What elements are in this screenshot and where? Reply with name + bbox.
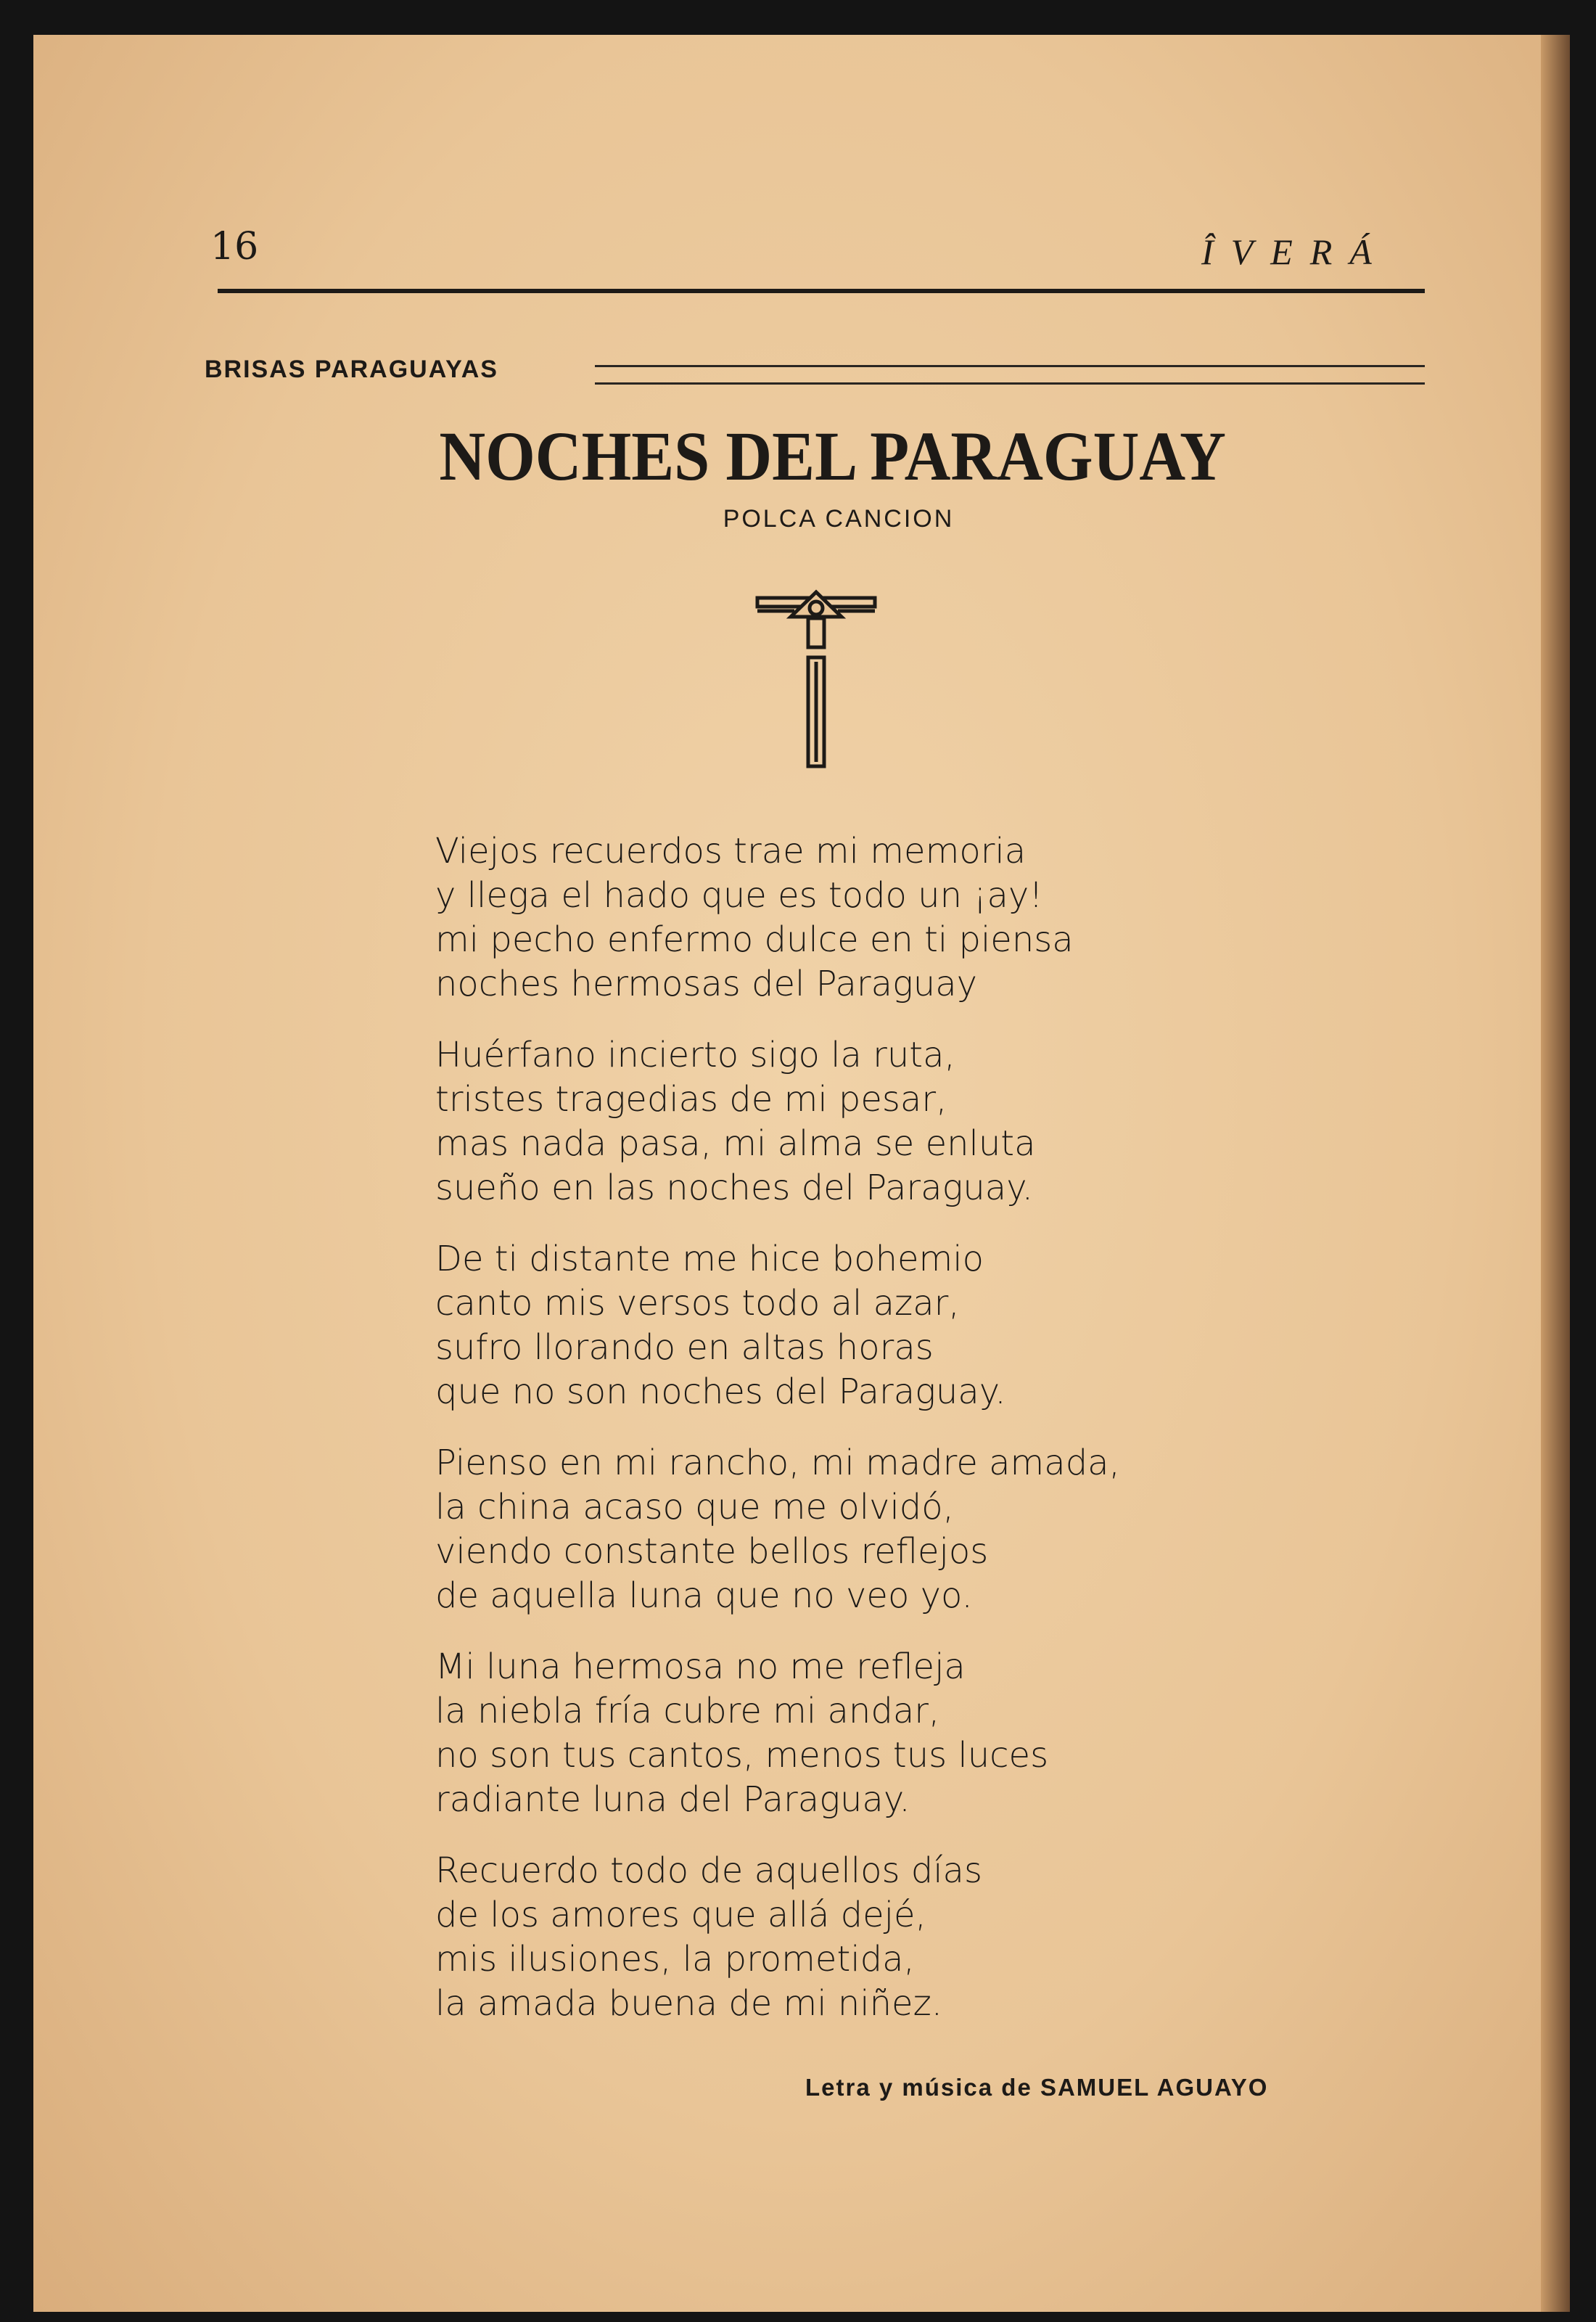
- verse-line: la niebla fría cubre mi andar,: [435, 1691, 940, 1731]
- verse-line: la china acaso que me olvidó,: [435, 1487, 954, 1527]
- verse-line: sueño en las noches del Paraguay.: [435, 1168, 1034, 1208]
- stanza: [435, 1237, 1120, 1414]
- verse-line: Viejos recuerdos trae mi memoria: [435, 831, 1027, 871]
- song-title: NOCHES DEL PARAGUAY: [439, 417, 1226, 495]
- song-subtitle: POLCA CANCION: [723, 505, 955, 533]
- book-page: [33, 35, 1570, 2312]
- verse-line: Huérfano incierto sigo la ruta,: [435, 1035, 955, 1075]
- verse-line: que no son noches del Paraguay.: [435, 1371, 1006, 1412]
- verse-line: radiante luna del Paraguay.: [435, 1779, 910, 1820]
- running-title: ÎVERÁ: [1201, 231, 1389, 272]
- stanza: [435, 1033, 1120, 1210]
- page-number: 16: [210, 225, 259, 268]
- verse-line: de aquella luna que no veo yo.: [435, 1575, 973, 1616]
- verse-line: sufro llorando en altas horas: [435, 1327, 934, 1368]
- stanza: [435, 1645, 1120, 1822]
- verse-line: no son tus cantos, menos tus luces: [435, 1735, 1049, 1776]
- section-rule-bottom: [595, 382, 1425, 385]
- verse-line: y llega el hado que es todo un ¡ay!: [435, 875, 1043, 916]
- author-credit: Letra y música de SAMUEL AGUAYO: [805, 2074, 1269, 2101]
- poem-body: [435, 829, 1120, 2053]
- header-rule: [218, 289, 1425, 293]
- verse-line: Pienso en mi rancho, mi madre amada,: [435, 1443, 1120, 1483]
- verse-line: de los amores que allá dejé,: [435, 1895, 926, 1935]
- verse-line: Mi luna hermosa no me refleja: [435, 1646, 966, 1687]
- section-label: BRISAS PARAGUAYAS: [205, 356, 498, 383]
- verse-line: Recuerdo todo de aquellos días: [435, 1850, 982, 1891]
- section-rule-top: [595, 365, 1425, 367]
- verse-line: mi pecho enfermo dulce en ti piensa: [435, 919, 1074, 960]
- verse-line: canto mis versos todo al azar,: [435, 1283, 960, 1324]
- verse-line: tristes tragedias de mi pesar,: [435, 1079, 947, 1120]
- stanza: [435, 1441, 1120, 1618]
- verse-line: mas nada pasa, mi alma se enluta: [435, 1123, 1036, 1164]
- page-spine-shadow: [1541, 35, 1570, 2312]
- verse-line: noches hermosas del Paraguay: [435, 964, 978, 1004]
- stanza: [435, 1849, 1120, 2026]
- verse-line: mis ilusiones, la prometida,: [435, 1939, 915, 1980]
- verse-line: la amada buena de mi niñez.: [435, 1983, 943, 2024]
- ornament-emblem-icon: [754, 589, 878, 774]
- stanza: [435, 829, 1120, 1006]
- verse-line: viendo constante bellos reflejos: [435, 1531, 989, 1572]
- verse-line: De ti distante me hice bohemio: [435, 1239, 984, 1279]
